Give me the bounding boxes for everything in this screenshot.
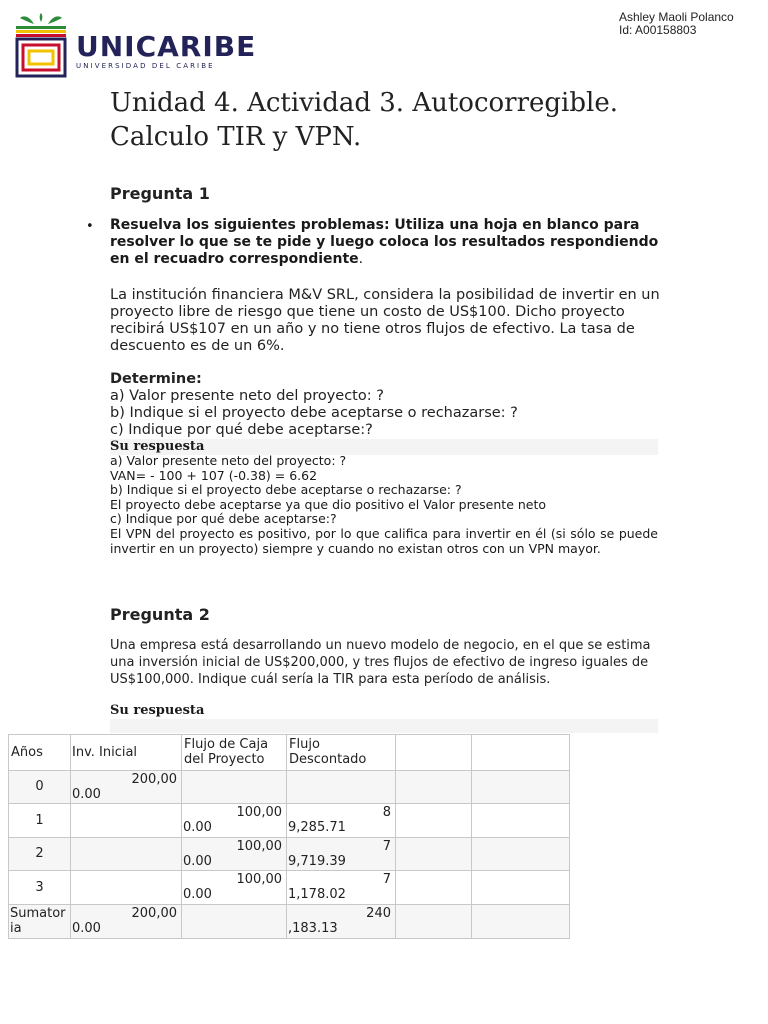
year-cell: 3 (9, 871, 71, 905)
answer-2-label: Su respuesta (110, 703, 205, 718)
instruction-text (110, 217, 670, 268)
inv-cell (71, 770, 182, 804)
disc-cell-part-b: 1,178.02 (288, 887, 346, 902)
disc-cell (287, 770, 396, 804)
disc-cell (287, 837, 396, 871)
flow-cell-part-b: 0.00 (183, 887, 212, 902)
disc-cell (287, 804, 396, 838)
inv-cell (71, 804, 182, 838)
logo-wordmark (76, 30, 257, 70)
total-flow-cell (182, 904, 287, 939)
total-label: Sumatoria (9, 904, 71, 939)
answer-2-band (110, 719, 658, 733)
question-b: b) Indique si el proyecto debe aceptarse o rechazarse: ? (110, 405, 518, 421)
flow-cell-part-b: 0.00 (183, 820, 212, 835)
empty-cell (396, 871, 472, 905)
flow-cell-part-a: 100,00 (236, 838, 282, 854)
disc-cell (287, 871, 396, 905)
flow-cell (182, 770, 287, 804)
title-line-1: Unidad 4. Actividad 3. Autocorregible. (110, 88, 618, 118)
empty-cell (472, 770, 570, 804)
year-cell: 1 (9, 804, 71, 838)
empty-cell (472, 871, 570, 905)
inv-cell-part-a (71, 871, 181, 872)
disc-cell-part-a: 7 (382, 872, 391, 887)
problem-2-text: Una empresa está desarrollando un nuevo modelo de negocio, en el que se estima una inversión inicial de US$200,000, y tres flujos de efectivo de ingreso iguales de US$100,000. Indique cuál sería la TIR para esta período de análisis. (110, 638, 651, 687)
unicaribe-logo-icon (14, 12, 68, 78)
problem-1-text: La institución financiera M&V SRL, considera la posibilidad de invertir en un proyecto libre de riesgo que tiene un costo de US$100. Dicho proyecto recibirá US$107 en un año y no tiene otros flujos de efectivo. La tasa de descuento es de un 6%. (110, 287, 660, 354)
answer-line-2: VAN= - 100 + 107 (-0.38) = 6.62 (110, 467, 318, 483)
table-row (9, 837, 570, 871)
table-row (9, 804, 570, 838)
answer-line-1: a) Valor presente neto del proyecto: ? (110, 453, 347, 468)
title-line-2: Calculo TIR y VPN. (110, 122, 362, 152)
table-total-row (9, 904, 570, 939)
header-inv-inicial: Inv. Inicial (71, 735, 182, 771)
inv-cell-part-a (71, 804, 181, 805)
determine-block (110, 371, 670, 439)
empty-cell (472, 804, 570, 838)
total-inv-part-a: 200,00 (131, 905, 177, 921)
empty-cell (396, 837, 472, 871)
flow-cell (182, 837, 287, 871)
answer-final: El VPN del proyecto es positivo, por lo que califica para invertir en él (si sólo se puede invertir en un proyecto) siempre y cuando no existan otros con un VPN mayor. (110, 525, 658, 556)
year-cell: 0 (9, 770, 71, 804)
answer-line-5: c) Indique por qué debe aceptarse:? (110, 511, 337, 527)
flow-cell (182, 871, 287, 905)
flow-cell-part-a: 100,00 (236, 805, 282, 820)
total-disc-cell (287, 904, 396, 939)
instruction-main: Resuelva los siguientes problemas: Utiliza una hoja en blanco para resolver lo que se te pide y luego coloca los resultados respondiendo en el recuadro correspondiente (110, 217, 659, 267)
header-empty-1 (396, 735, 472, 771)
answer-line-3: b) Indique si el proyecto debe aceptarse o rechazarse: ? (110, 482, 462, 498)
disc-cell-part-a: 7 (382, 838, 391, 854)
flow-cell-part-a: 100,00 (236, 872, 282, 887)
bullet-icon: • (86, 219, 94, 234)
inv-cell (71, 871, 182, 905)
instruction-period: . (358, 251, 364, 267)
logo-name: UNICARIBE (76, 30, 257, 63)
inv-cell-part-b: 0.00 (72, 786, 101, 802)
inv-cell-part-a: 200,00 (131, 771, 177, 787)
empty-cell (396, 770, 472, 804)
logo-subtitle: UNIVERSIDAD DEL CARIBE (76, 62, 215, 70)
author-block (619, 11, 734, 37)
pregunta-2-heading: Pregunta 2 (110, 605, 210, 624)
empty-cell (396, 804, 472, 838)
inv-cell-part-a (71, 838, 181, 839)
flow-cell-part-a (182, 771, 286, 772)
flow-cell-part-b: 0.00 (183, 853, 212, 869)
answer-1-box (110, 440, 658, 556)
empty-cell (396, 904, 472, 939)
header-anos: Años (9, 735, 71, 771)
table-row (9, 770, 570, 804)
year-cell: 2 (9, 837, 71, 871)
total-disc-part-b: ,183.13 (288, 920, 338, 936)
disc-cell-part-b: 9,285.71 (288, 820, 346, 835)
determine-label: Determine: (110, 371, 202, 387)
author-id: Id: A00158803 (619, 23, 697, 37)
answer-1-label: Su respuesta (110, 439, 205, 454)
question-a: a) Valor presente neto del proyecto: ? (110, 388, 384, 404)
empty-cell (472, 904, 570, 939)
table-header-row (9, 735, 570, 771)
pregunta-1-heading: Pregunta 1 (110, 184, 210, 203)
disc-cell-part-b: 9,719.39 (288, 853, 346, 869)
total-inv-cell (71, 904, 182, 939)
header-empty-2 (472, 735, 570, 771)
cash-flow-table (8, 734, 570, 939)
flow-cell (182, 804, 287, 838)
table-row (9, 871, 570, 905)
header-flujo-descontado: Flujo Descontado (287, 735, 396, 771)
empty-cell (472, 837, 570, 871)
header-flujo-caja: Flujo de Caja del Proyecto (182, 735, 287, 771)
page-title (110, 86, 710, 154)
answer-line-4: El proyecto debe aceptarse ya que dio positivo el Valor presente neto (110, 496, 547, 512)
author-name: Ashley Maoli Polanco (619, 10, 734, 24)
total-inv-part-b: 0.00 (72, 920, 101, 936)
question-c: c) Indique por qué debe aceptarse:? (110, 422, 373, 438)
inv-cell (71, 837, 182, 871)
disc-cell-part-a (287, 771, 395, 772)
total-disc-part-a: 240 (366, 905, 391, 921)
disc-cell-part-a: 8 (382, 805, 391, 820)
